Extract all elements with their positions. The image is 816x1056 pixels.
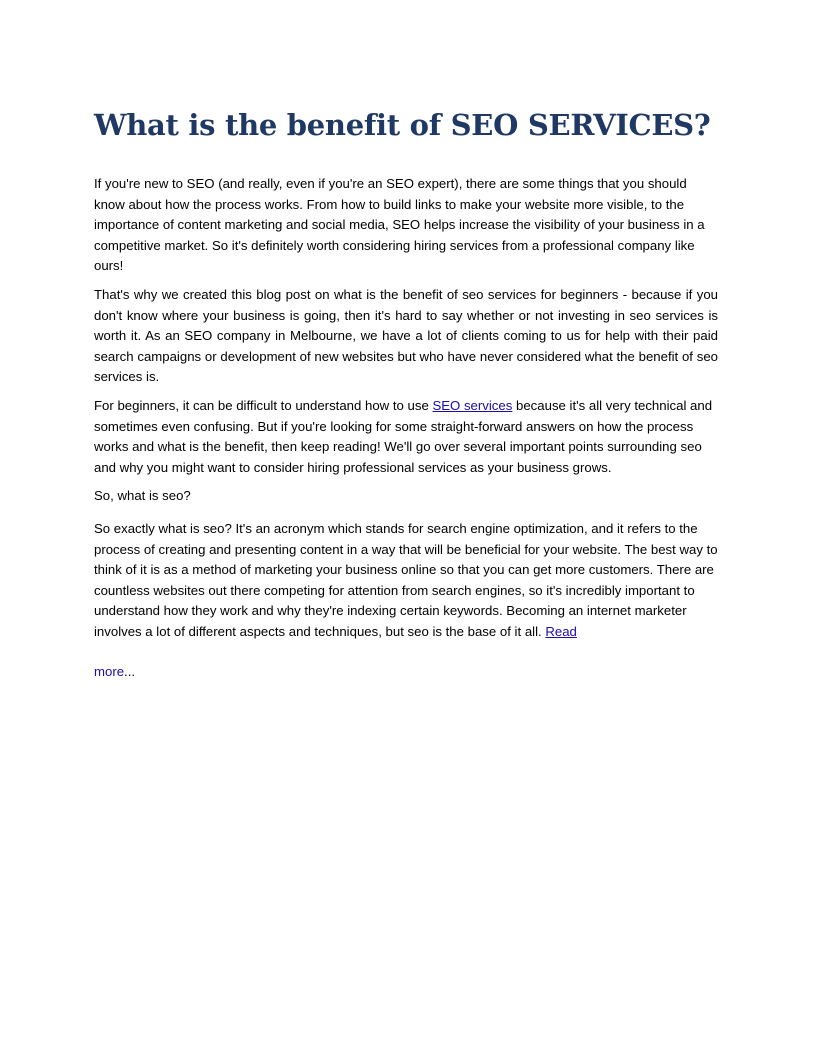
read-more-link-read[interactable]: Read (545, 623, 577, 639)
seo-services-link[interactable]: SEO services (432, 397, 513, 413)
paragraph-why: That's why we created this blog post on what is the benefit of seo services for beginners - because if you don't know where your business is going, then it's hard to say whether or not investing in seo services is worth it. As an SEO company in Melbourne, we have a lot of clients coming to us for help with their paid search campaigns or development of new websites but who have never considered what the benefit of seo services is. (94, 286, 718, 385)
paragraph-beginners-text-start: For beginners, it can be difficult to understand how to use (94, 397, 433, 413)
page-title: What is the benefit of SEO SERVICES? (94, 108, 711, 142)
read-more-ellipsis: ... (124, 664, 136, 680)
document-page (94, 100, 718, 691)
section-question: So, what is seo? (94, 488, 191, 504)
paragraph-beginners-text-end: because it's all very technical and sometimes even confusing. But if you're looking for some straight-forward answers on how the process works and what is the benefit, then keep reading! We'll go over several important points surrounding seo and why you might want to consider hiring professional services as your business grows. (94, 397, 713, 475)
paragraph-intro: If you're new to SEO (and really, even if you're an SEO expert), there are some things that you should know about how the process works. From how to build links to make your website more visible, to the importance of content marketing and social media, SEO helps increase the visibility of your business in a competitive market. So it's definitely worth considering hiring services from a professional company like ours! (94, 176, 705, 274)
paragraph-what-is-seo (94, 519, 718, 643)
paragraph-beginners (94, 396, 718, 478)
paragraph-what-is-seo-text: So exactly what is seo? It's an acronym which stands for search engine optimization, and it refers to the process of creating and presenting content in a way that will be beneficial for your website. The best way to think of it is as a method of marketing your business online so that you can get more customers. There are countless websites out there competing for attention from search engines, so it's incredibly important to understand how they work and why they're indexing certain keywords. Becoming an internet marketer involves a lot of different aspects and techniques, but seo is the base of it all. (94, 520, 718, 639)
read-more-link-more[interactable]: more (94, 664, 125, 680)
read-more-line (94, 662, 718, 683)
